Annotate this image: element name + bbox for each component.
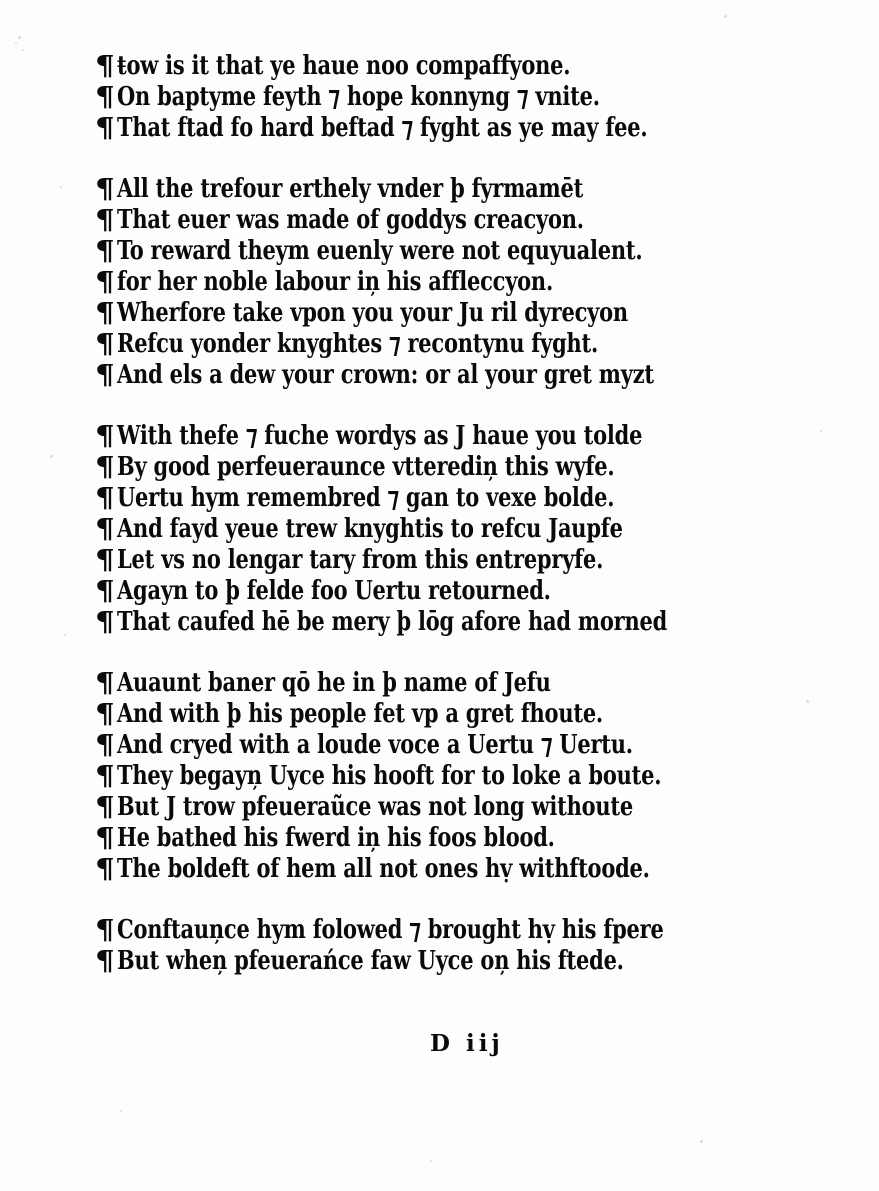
verse-text: Refcu yonder knyghtes ⁊ recontynu fyght. bbox=[117, 327, 599, 359]
pilcrow-icon: ¶ bbox=[95, 329, 115, 360]
pilcrow-icon: ¶ bbox=[95, 761, 115, 792]
verse-line bbox=[95, 697, 795, 731]
verse-line bbox=[95, 80, 795, 114]
verse-line bbox=[95, 296, 795, 330]
stanza bbox=[95, 49, 795, 145]
verse-text: Uertu hym remembred ⁊ gan to vexe bolde. bbox=[117, 481, 615, 513]
verse-line bbox=[95, 49, 795, 83]
pilcrow-icon: ¶ bbox=[95, 730, 115, 761]
verse-line bbox=[95, 852, 795, 886]
paper-speck bbox=[15, 42, 17, 44]
paper-speck bbox=[806, 700, 809, 703]
verse-text: And fayd yeue trew knyghtis to refcu Jaupfe bbox=[117, 512, 623, 544]
paper-speck bbox=[724, 15, 727, 18]
verse-line bbox=[95, 574, 795, 608]
pilcrow-icon: ¶ bbox=[95, 854, 115, 885]
pilcrow-icon: ¶ bbox=[95, 360, 115, 391]
verse-text: They begayņ Uyce his hooft for to loke a boute. bbox=[117, 759, 662, 791]
verse-line bbox=[95, 234, 795, 268]
paper-speck bbox=[60, 186, 62, 188]
pilcrow-icon: ¶ bbox=[95, 576, 115, 607]
verse-line bbox=[95, 481, 795, 515]
verse-line bbox=[95, 944, 795, 978]
paper-speck bbox=[430, 1160, 432, 1162]
verse-text: And with þ his people fet vp a gret fhoute. bbox=[117, 697, 604, 729]
paper-speck bbox=[64, 634, 66, 636]
verse-text: By good perfeueraunce vtterediņ this wyfe. bbox=[117, 450, 615, 482]
verse-text: ŧow is it that ye haue noo compaffyone. bbox=[117, 49, 571, 81]
pilcrow-icon: ¶ bbox=[95, 298, 115, 329]
stanza bbox=[95, 913, 795, 978]
pilcrow-icon: ¶ bbox=[95, 51, 115, 82]
pilcrow-icon: ¶ bbox=[95, 205, 115, 236]
verse-line bbox=[95, 512, 795, 546]
pilcrow-icon: ¶ bbox=[95, 236, 115, 267]
pilcrow-icon: ¶ bbox=[95, 483, 115, 514]
verse-line bbox=[95, 203, 795, 237]
paper-speck bbox=[820, 430, 822, 432]
verse-text: With thefe ⁊ fuche wordys as J haue you tolde bbox=[117, 419, 643, 451]
verse-line bbox=[95, 790, 795, 824]
pilcrow-icon: ¶ bbox=[95, 113, 115, 144]
verse-text: for her noble labour iņ his affleccyon. bbox=[117, 265, 554, 297]
pilcrow-icon: ¶ bbox=[95, 607, 115, 638]
verse-line bbox=[95, 419, 795, 453]
verse-text: The boldeft of hem all not ones hṿ withftoode. bbox=[117, 852, 650, 884]
verse-text: But wheņ pfeuerańce faw Uyce oņ his ftede. bbox=[117, 944, 624, 976]
paper-speck bbox=[22, 49, 24, 51]
paper-speck bbox=[120, 1110, 122, 1112]
verse-text: That caufed hē be mery þ lōg afore had morned bbox=[117, 605, 668, 637]
verse-text: That ftad fo hard beftad ⁊ fyght as ye may fee. bbox=[117, 111, 648, 143]
verse-text: He bathed his fwerd iņ his foos blood. bbox=[117, 821, 555, 853]
pilcrow-icon: ¶ bbox=[95, 82, 115, 113]
verse-text: Agayn to þ felde foo Uertu retourned. bbox=[117, 574, 551, 606]
verse-line bbox=[95, 728, 795, 762]
verse-line bbox=[95, 666, 795, 700]
pilcrow-icon: ¶ bbox=[95, 792, 115, 823]
stanza bbox=[95, 666, 795, 886]
pilcrow-icon: ¶ bbox=[95, 946, 115, 977]
verse-line bbox=[95, 605, 795, 639]
paper-speck bbox=[18, 36, 21, 39]
verse-line bbox=[95, 265, 795, 299]
verse-text: Conftauņce hym folowed ⁊ brought hṿ his fpere bbox=[117, 913, 664, 945]
verse-line bbox=[95, 450, 795, 484]
verse-text: And els a dew your crown: or al your gret myzt bbox=[117, 358, 654, 390]
pilcrow-icon: ¶ bbox=[95, 545, 115, 576]
verse-line bbox=[95, 327, 795, 361]
stanza bbox=[95, 172, 795, 392]
poem-text-block bbox=[95, 49, 795, 1008]
pilcrow-icon: ¶ bbox=[95, 174, 115, 205]
verse-text: Wherfore take vpon you your Ju ril dyrecyon bbox=[117, 296, 628, 328]
pilcrow-icon: ¶ bbox=[95, 421, 115, 452]
verse-line bbox=[95, 759, 795, 793]
verse-text: Auaunt baner qō he in þ name of Jefu bbox=[117, 666, 551, 698]
verse-line bbox=[95, 543, 795, 577]
pilcrow-icon: ¶ bbox=[95, 668, 115, 699]
verse-text: And cryed with a loude voce a Uertu ⁊ Uertu. bbox=[117, 728, 633, 760]
stanza bbox=[95, 419, 795, 639]
paper-speck bbox=[700, 1140, 703, 1143]
verse-text: But J trow pfeueraũce was not long withoute bbox=[117, 790, 633, 822]
verse-text: On baptyme feyth ⁊ hope konnyng ⁊ vnite. bbox=[117, 80, 600, 112]
verse-text: To reward theym euenly were not equyualent. bbox=[117, 234, 643, 266]
verse-text: All the trefour erthely vnder þ fyrmamēt bbox=[117, 172, 584, 204]
signature-mark: D iij bbox=[430, 1030, 504, 1057]
pilcrow-icon: ¶ bbox=[95, 514, 115, 545]
pilcrow-icon: ¶ bbox=[95, 699, 115, 730]
pilcrow-icon: ¶ bbox=[95, 452, 115, 483]
verse-line bbox=[95, 913, 795, 947]
verse-line bbox=[95, 172, 795, 206]
verse-text: Let vs no lengar tary from this entrepryfe. bbox=[117, 543, 604, 575]
verse-line bbox=[95, 111, 795, 145]
pilcrow-icon: ¶ bbox=[95, 823, 115, 854]
verse-line bbox=[95, 821, 795, 855]
verse-text: That euer was made of goddys creacyon. bbox=[117, 203, 584, 235]
pilcrow-icon: ¶ bbox=[95, 915, 115, 946]
paper-speck bbox=[50, 455, 53, 458]
pilcrow-icon: ¶ bbox=[95, 267, 115, 298]
verse-line bbox=[95, 358, 795, 392]
